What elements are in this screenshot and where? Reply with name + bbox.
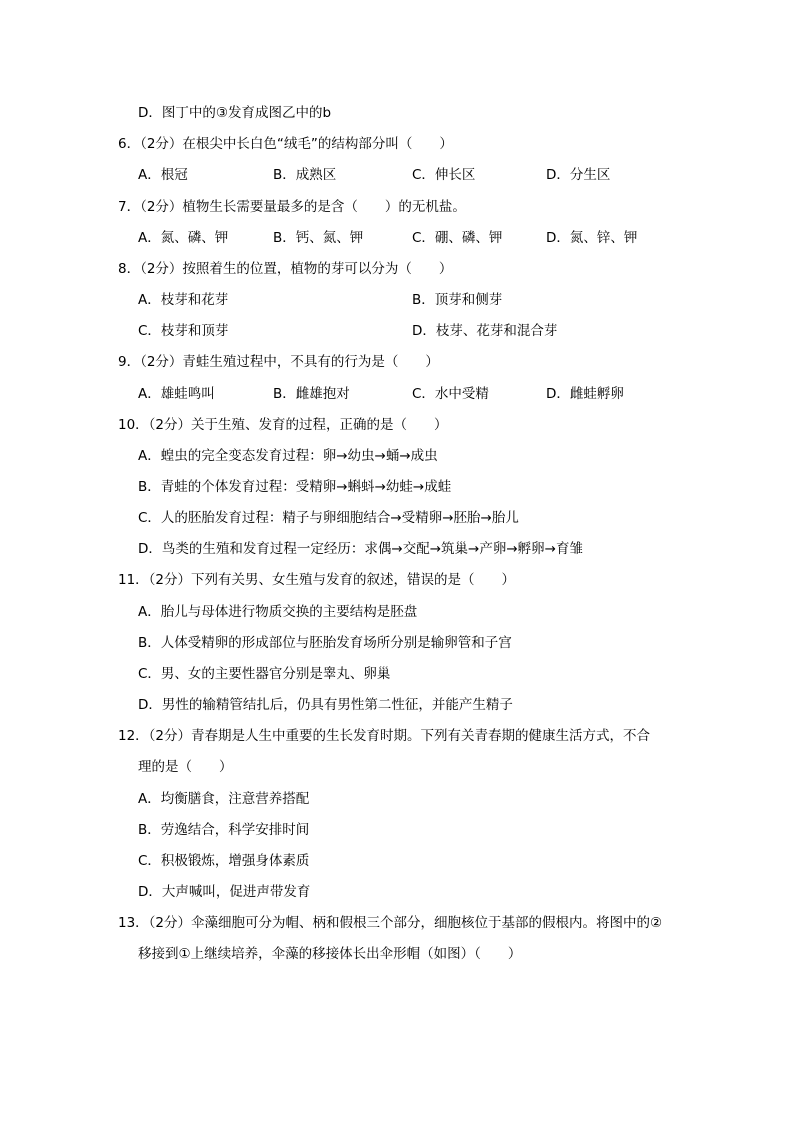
- q10-option-d: D．鸟类的生殖和发育过程一定经历：求偶→交配→筑巢→产卵→孵卵→育雏: [138, 541, 583, 557]
- q13-stem-continued: 移接到①上继续培养，伞藻的移接体长出伞形帽（如图）（ ）: [138, 946, 522, 962]
- q10-stem: 10．（2分）关于生殖、发育的过程，正确的是（ ）: [118, 417, 448, 433]
- q12-stem-continued: 理的是（ ）: [138, 759, 233, 775]
- q10-option-a: A．蝗虫的完全变态发育过程：卵→幼虫→蛹→成虫: [138, 448, 438, 464]
- q8-option-a: A．枝芽和花芽: [138, 292, 229, 308]
- q9-option-a: A．雄蛙鸣叫: [138, 386, 215, 402]
- q9-option-c: C．水中受精: [412, 386, 489, 402]
- q10-option-c: C．人的胚胎发育过程：精子与卵细胞结合→受精卵→胚胎→胎儿: [138, 510, 519, 526]
- q8-option-c: C．枝芽和顶芽: [138, 323, 229, 339]
- q12-option-c: C．积极锻炼，增强身体素质: [138, 853, 310, 869]
- q6-option-d: D．分生区: [546, 167, 611, 183]
- q11-option-d: D．男性的输精管结扎后，仍具有男性第二性征，并能产生精子: [138, 697, 513, 713]
- q6-option-a: A．根冠: [138, 167, 188, 183]
- q11-option-a: A．胎儿与母体进行物质交换的主要结构是胚盘: [138, 604, 418, 620]
- q12-option-d: D．大声喊叫，促进声带发育: [138, 884, 311, 900]
- q6-option-b: B．成熟区: [273, 167, 337, 183]
- q11-option-c: C．男、女的主要性器官分别是睾丸、卵巢: [138, 666, 391, 682]
- q10-option-b: B．青蛙的个体发育过程：受精卵→蝌蚪→幼蛙→成蛙: [138, 479, 452, 495]
- q7-stem: 7．（2分）植物生长需要量最多的是含（ ）的无机盐。: [118, 199, 466, 215]
- q7-option-d: D．氮、锌、钾: [546, 230, 638, 246]
- q12-stem: 12．（2分）青春期是人生中重要的生长发育时期。下列有关青春期的健康生活方式，不合: [118, 728, 651, 744]
- q7-option-a: A．氮、磷、钾: [138, 230, 229, 246]
- q7-option-c: C．硼、磷、钾: [412, 230, 503, 246]
- q8-stem: 8．（2分）按照着生的位置，植物的芽可以分为（ ）: [118, 261, 453, 277]
- q9-stem: 9．（2分）青蛙生殖过程中，不具有的行为是（ ）: [118, 354, 439, 370]
- q12-option-b: B．劳逸结合，科学安排时间: [138, 822, 310, 838]
- q5-option-d: D．图丁中的③发育成图乙中的b: [138, 105, 332, 121]
- q11-stem: 11．（2分）下列有关男、女生殖与发育的叙述，错误的是（ ）: [118, 572, 516, 588]
- q13-stem: 13．（2分）伞藻细胞可分为帽、柄和假根三个部分，细胞核位于基部的假根内。将图中的②: [118, 915, 663, 931]
- q8-option-b: B．顶芽和侧芽: [412, 292, 503, 308]
- q9-option-b: B．雌雄抱对: [273, 386, 350, 402]
- q9-option-d: D．雌蛙孵卵: [546, 386, 624, 402]
- q6-option-c: C．伸长区: [412, 167, 476, 183]
- q8-option-d: D．枝芽、花芽和混合芽: [412, 323, 558, 339]
- q11-option-b: B．人体受精卵的形成部位与胚胎发育场所分别是输卵管和子宫: [138, 635, 512, 651]
- q12-option-a: A．均衡膳食，注意营养搭配: [138, 791, 310, 807]
- q6-stem: 6．（2分）在根尖中长白色“绒毛”的结构部分叫（ ）: [118, 136, 453, 152]
- q7-option-b: B．钙、氮、钾: [273, 230, 364, 246]
